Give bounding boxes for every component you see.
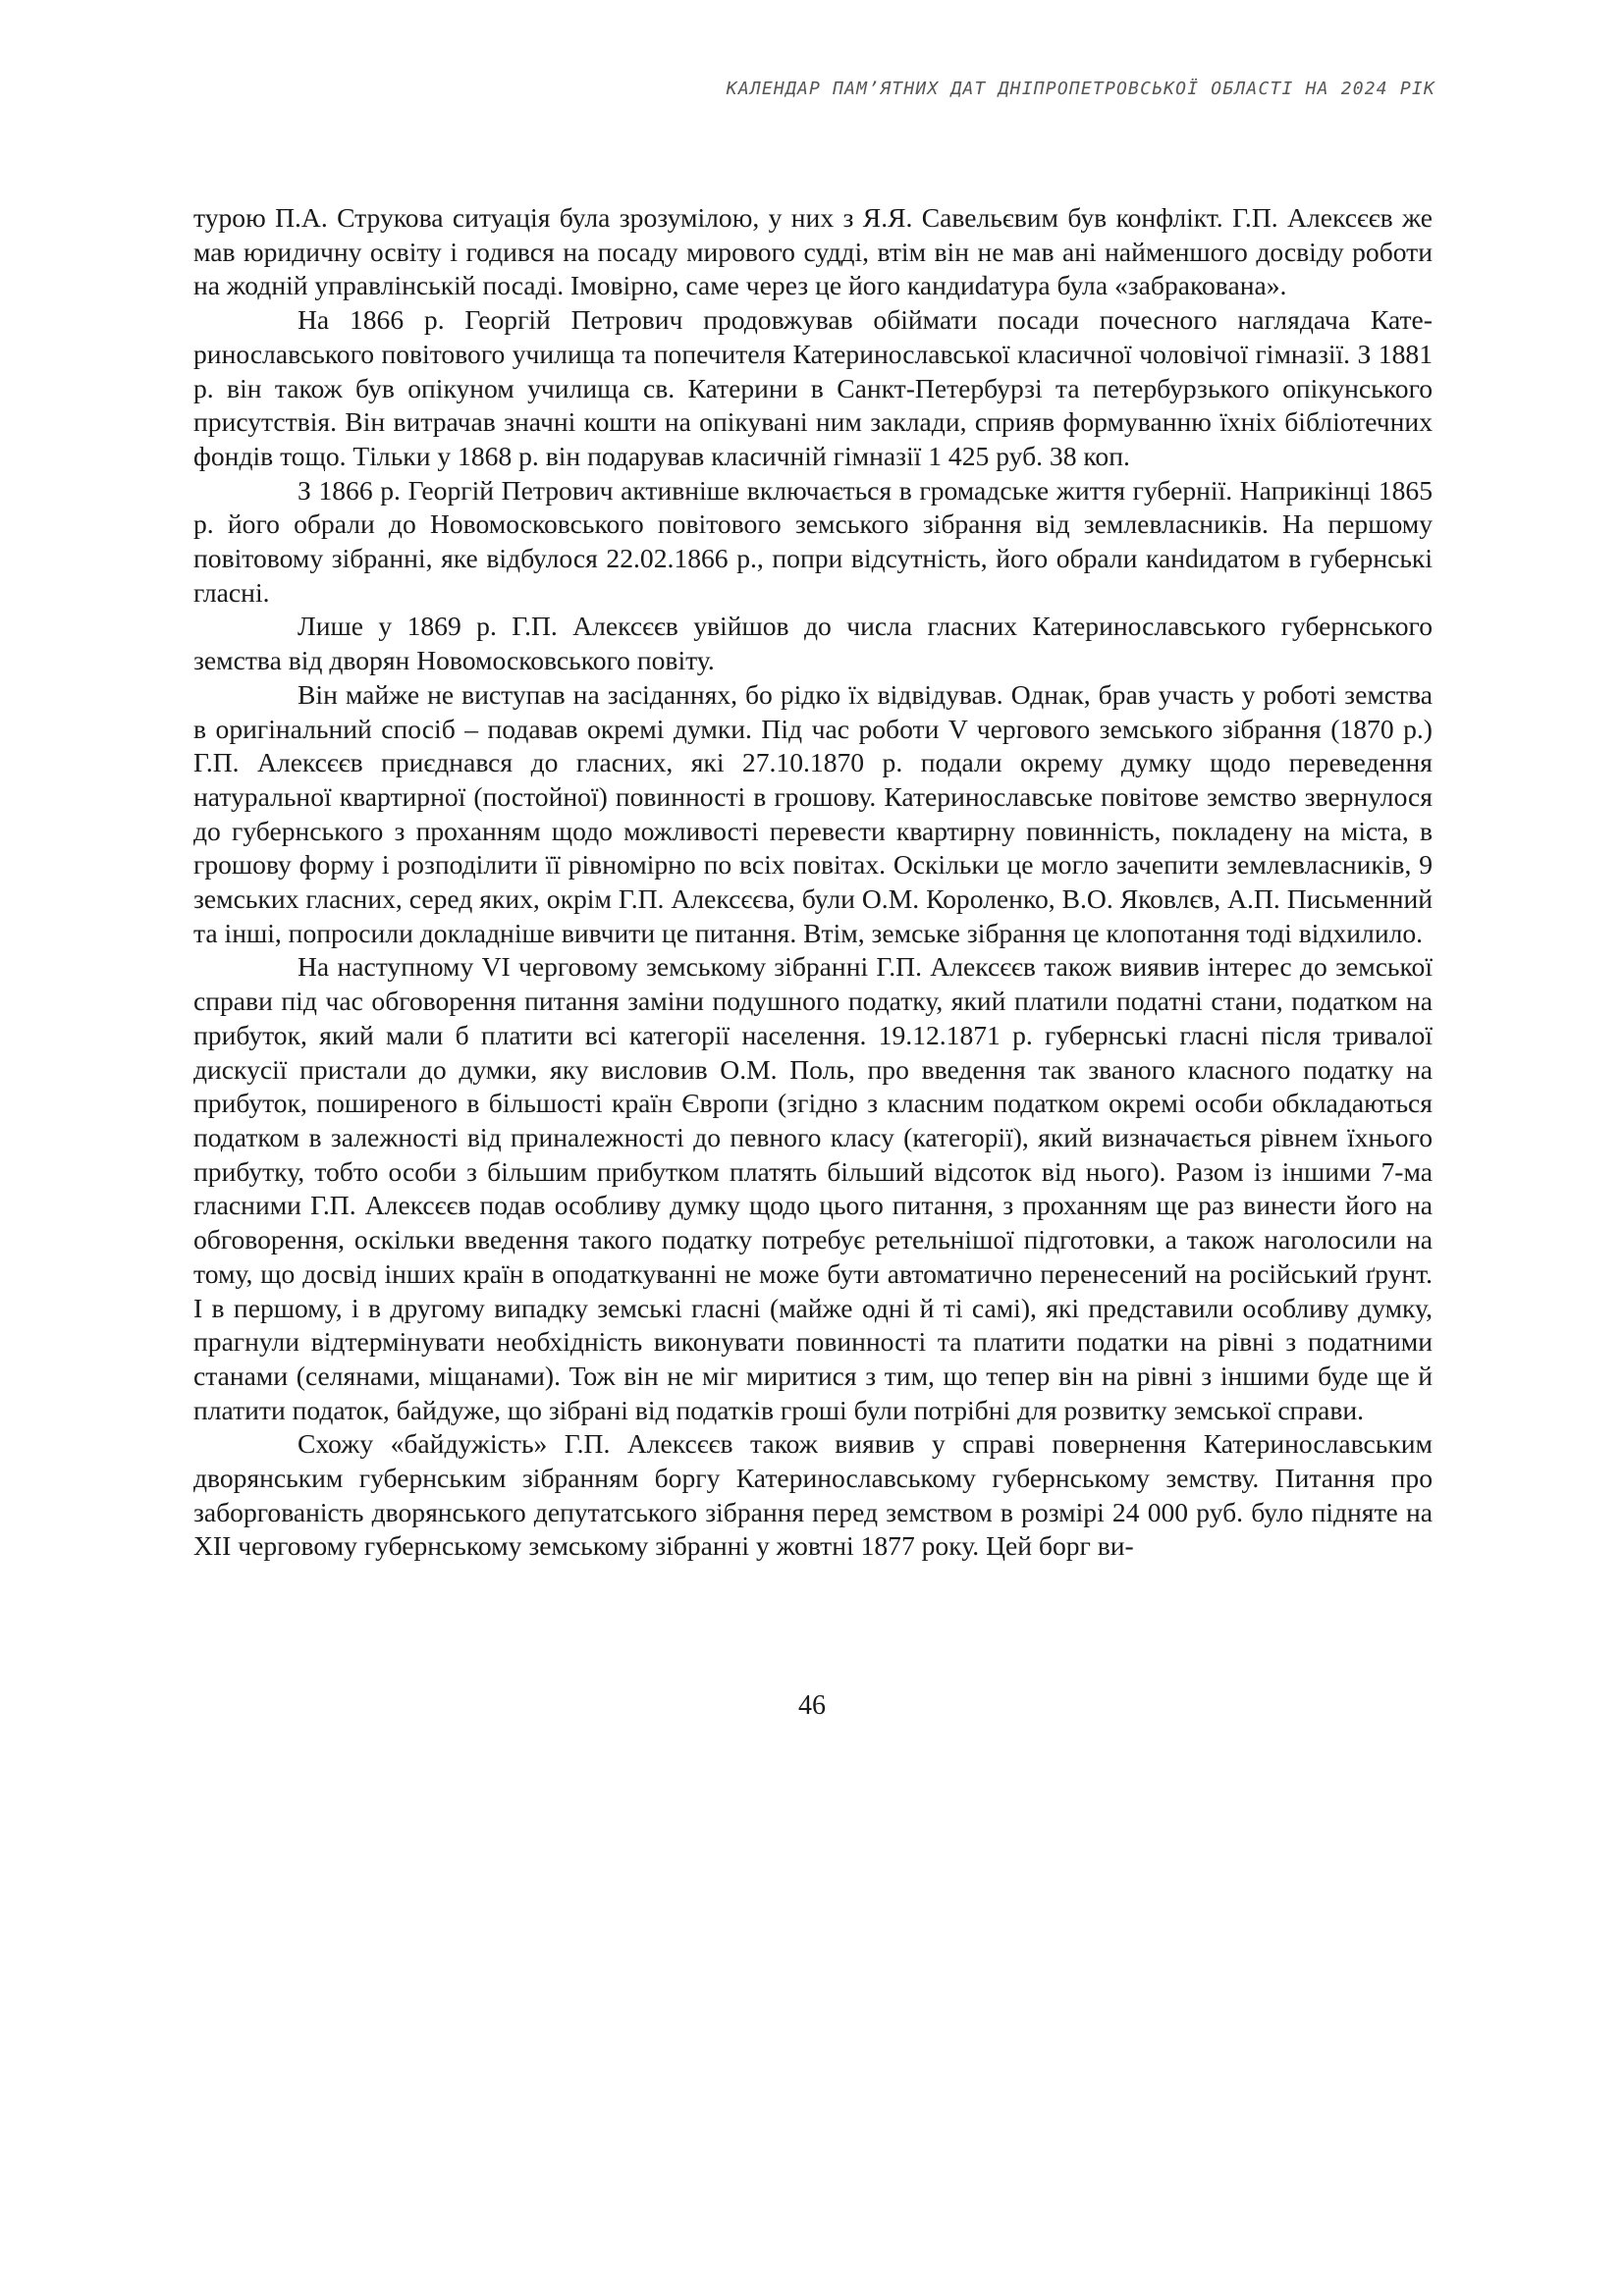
paragraph: турою П.А. Струкова ситуація була зрозумілою, у них з Я.Я. Савельєвим був конфлікт. Г.П. Алексєєв же мав юридичну освіту і годився на посаду мирового судді, втім він не мав ані найменшого досвіду роботи на жодній управлінській посаді. Імовірно, саме через це його кандиdатура була «забракована». — [193, 202, 1433, 301]
body-text — [193, 201, 1433, 1564]
paragraph: Схожу «байдужість» Г.П. Алексєєв також виявив у справі повернення Катеринославським дворянським губернським зібранням боргу Катеринославському губернському земству. Питання про заборгованість дворянського депутатського зібрання перед земством в розмірі 24 000 руб. було підняте на XII черговому губернському земському зібранні у жовтні 1877 року. Цей борг ви- — [193, 1428, 1433, 1562]
page-number: 46 — [798, 1690, 826, 1721]
running-header: КАЛЕНДАР ПАМ’ЯТНИХ ДАТ ДНІПРОПЕТРОВСЬКОЇ ОБЛАСТІ НА 2024 РІК — [726, 79, 1435, 99]
paragraph: Лише у 1869 р. Г.П. Алексєєв увійшов до числа гласних Катеринославського губернського земства від дворян Новомосковського повіту. — [193, 611, 1433, 676]
paragraph: На наступному VI черговому земському зібранні Г.П. Алексєєв також виявив інтерес до земської справи під час обговорення питання заміни подушного податку, який платили податні стани, податком на прибуток, який мали б платити всі категорії населення. 19.12.1871 р. губернські гласні після тривалої дискусії пристали до думки, яку висловив О.М. Поль, про введення так званого класного податку на прибуток, поширеного в більшості країн Європи (згідно з класним податком окремі особи обкладаються податком в залежності від приналежності до певного класу (категорії), який визначається рівнем їхнього прибутку, тобто особи з більшим прибутком платять більший відсоток від нього). Разом із іншими 7-ма гласними Г.П. Алексєєв подав особливу думку щодо цього питання, з проханням ще раз винести його на обговорення, оскільки введення такого податку потребує ретельнішої підготовки, а також наголосили на тому, що досвід інших країн в оподаткуванні не може бути автоматично перенесений на російський ґрунт. І в першому, і в другому випадку земські гласні (майже одні й ті самі), які представили особливу думку, прагнули відтермінувати необхідність виконувати повинності та платити податки на рівні з податними станами (селянами, міщанами). Тож він не міг миритися з тим, що тепер він на рівні з іншими буде ще й платити податок, байдуже, що зібрані від податків гроші були потрібні для розвитку земської справи. — [193, 951, 1433, 1425]
paragraph: Він майже не виступав на засіданнях, бо рідко їх відвідував. Однак, брав участь у роботі земства в оригінальний спосіб – подавав окремі думки. Під час роботи V чергового земського зібрання (1870 р.) Г.П. Алексєєв приєднався до гласних, які 27.10.1870 р. подали окрему думку щодо переведення натуральної квартирної (постойної) повинності в грошову. Катеринославське повітове земство звернулося до губернського з проханням щодо можливості перевести квартирну повинність, покладену на міста, в грошову форму і розподілити її рівномірно по всіх повітах. Оскільки це могло зачепити землевласників, 9 земських гласних, серед яких, окрім Г.П. Алексєєва, були О.М. Короленко, В.О. Яковлєв, А.П. Письменний та інші, попросили докладніше вивчити це питання. Втім, земське зібрання це клопотання тоді відхилило. — [193, 678, 1433, 948]
paragraph: З 1866 р. Георгій Петрович активніше включається в громадське життя губернії. Наприкінці 1865 р. його обрали до Новомосковського повітового земського зібрання від землевласників. На першому повітовому зібранні, яке відбулося 22.02.1866 р., попри відсутність, його обрали канdидатом в губернські гласні. — [193, 474, 1433, 608]
paragraph: На 1866 р. Георгій Петрович продовжував обіймати посади почесного наглядача Катеринославського повітового училища та попечителя Катеринославської класичної чоловічої гімназії. З 1881 р. він також був опікуном училища св. Катерини в Санкт-Петербурзі та петербурзького опікунського присутствія. Він витрачав значні кошти на опікувані ним заклади, сприяв формуванню їхніх бібліотечних фондів тощо. Тільки у 1868 р. він подарував класичній гімназії 1 425 руб. 38 коп. — [193, 304, 1433, 471]
